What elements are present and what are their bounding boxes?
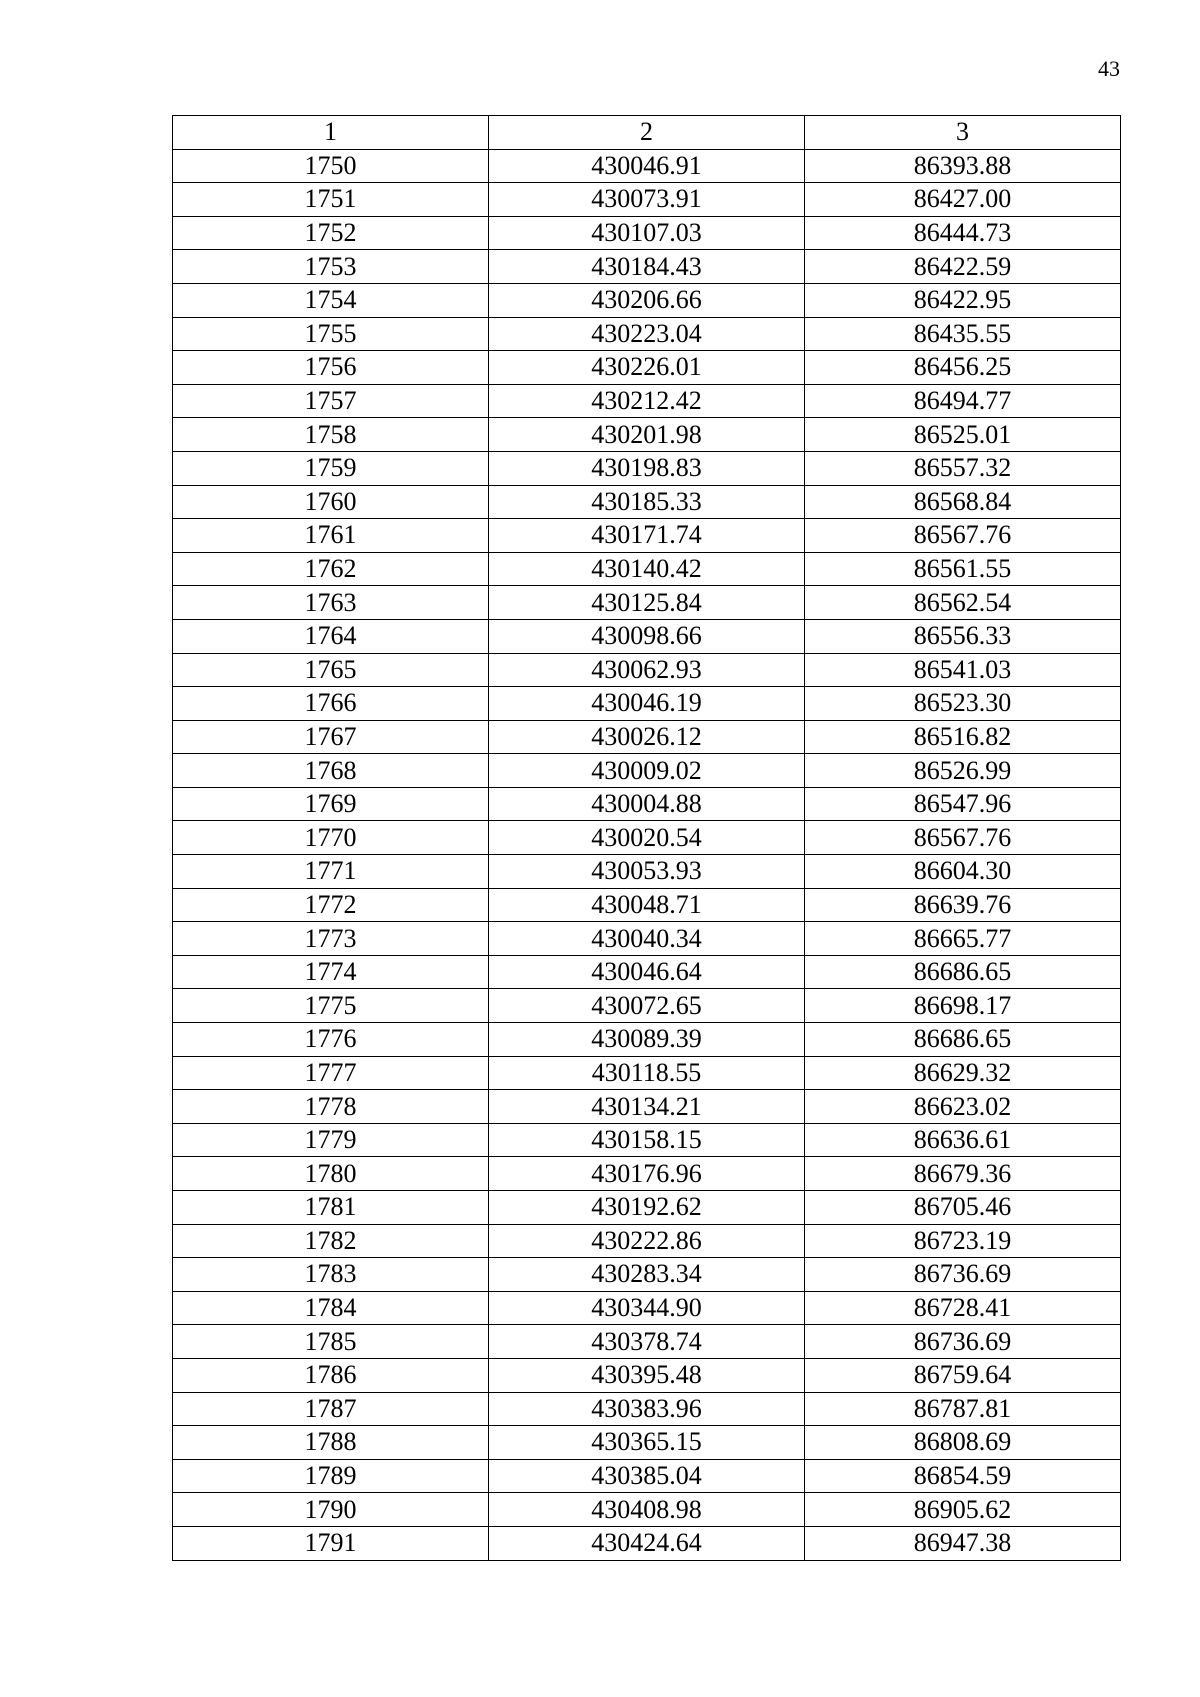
y-coordinate-cell: 86728.41 — [805, 1291, 1121, 1325]
x-coordinate-cell: 430046.19 — [489, 687, 805, 721]
table-row — [173, 183, 1121, 217]
table-row — [173, 1123, 1121, 1157]
table-row — [173, 1056, 1121, 1090]
y-coordinate-cell: 86723.19 — [805, 1224, 1121, 1258]
y-coordinate-cell: 86494.77 — [805, 384, 1121, 418]
table-row — [173, 821, 1121, 855]
point-number-cell: 1787 — [173, 1392, 489, 1426]
table-row — [173, 519, 1121, 553]
y-coordinate-cell: 86525.01 — [805, 418, 1121, 452]
y-coordinate-cell: 86665.77 — [805, 922, 1121, 956]
table-row — [173, 1157, 1121, 1191]
y-coordinate-cell: 86947.38 — [805, 1526, 1121, 1560]
point-number-cell: 1763 — [173, 586, 489, 620]
point-number-cell: 1765 — [173, 653, 489, 687]
table-row — [173, 1426, 1121, 1460]
table-row — [173, 754, 1121, 788]
table-row — [173, 586, 1121, 620]
table-row — [173, 485, 1121, 519]
x-coordinate-cell: 430385.04 — [489, 1459, 805, 1493]
table-row — [173, 552, 1121, 586]
x-coordinate-cell: 430004.88 — [489, 787, 805, 821]
y-coordinate-cell: 86547.96 — [805, 787, 1121, 821]
point-number-cell: 1758 — [173, 418, 489, 452]
point-number-cell: 1753 — [173, 250, 489, 284]
y-coordinate-cell: 86636.61 — [805, 1123, 1121, 1157]
table-row — [173, 1090, 1121, 1124]
table-body — [173, 116, 1121, 1561]
y-coordinate-cell: 86567.76 — [805, 821, 1121, 855]
table-row — [173, 1191, 1121, 1225]
point-number-cell: 1757 — [173, 384, 489, 418]
point-number-cell: 1770 — [173, 821, 489, 855]
x-coordinate-cell: 430184.43 — [489, 250, 805, 284]
header-row — [173, 116, 1121, 150]
x-coordinate-cell: 430048.71 — [489, 888, 805, 922]
x-coordinate-cell: 430072.65 — [489, 989, 805, 1023]
table-row — [173, 619, 1121, 653]
point-number-cell: 1783 — [173, 1258, 489, 1292]
page-number: 43 — [1098, 56, 1120, 81]
table-row — [173, 1258, 1121, 1292]
table-row — [173, 1224, 1121, 1258]
y-coordinate-cell: 86736.69 — [805, 1258, 1121, 1292]
y-coordinate-cell: 86526.99 — [805, 754, 1121, 788]
point-number-cell: 1756 — [173, 351, 489, 385]
point-number-cell: 1755 — [173, 317, 489, 351]
y-coordinate-cell: 86561.55 — [805, 552, 1121, 586]
x-coordinate-cell: 430040.34 — [489, 922, 805, 956]
point-number-cell: 1782 — [173, 1224, 489, 1258]
table-row — [173, 1526, 1121, 1560]
point-number-cell: 1791 — [173, 1526, 489, 1560]
y-coordinate-cell: 86623.02 — [805, 1090, 1121, 1124]
y-coordinate-cell: 86698.17 — [805, 989, 1121, 1023]
table-row — [173, 1493, 1121, 1527]
y-coordinate-cell: 86736.69 — [805, 1325, 1121, 1359]
y-coordinate-cell: 86456.25 — [805, 351, 1121, 385]
y-coordinate-cell: 86759.64 — [805, 1358, 1121, 1392]
table-row — [173, 855, 1121, 889]
point-number-cell: 1781 — [173, 1191, 489, 1225]
x-coordinate-cell: 430198.83 — [489, 451, 805, 485]
x-coordinate-cell: 430283.34 — [489, 1258, 805, 1292]
x-coordinate-cell: 430395.48 — [489, 1358, 805, 1392]
y-coordinate-cell: 86629.32 — [805, 1056, 1121, 1090]
point-number-cell: 1771 — [173, 855, 489, 889]
y-coordinate-cell: 86523.30 — [805, 687, 1121, 721]
y-coordinate-cell: 86854.59 — [805, 1459, 1121, 1493]
point-number-cell: 1759 — [173, 451, 489, 485]
table-row — [173, 888, 1121, 922]
x-coordinate-cell: 430125.84 — [489, 586, 805, 620]
column-header: 3 — [805, 116, 1121, 150]
table-row — [173, 1358, 1121, 1392]
x-coordinate-cell: 430212.42 — [489, 384, 805, 418]
table-row — [173, 283, 1121, 317]
x-coordinate-cell: 430201.98 — [489, 418, 805, 452]
y-coordinate-cell: 86686.65 — [805, 955, 1121, 989]
point-number-cell: 1769 — [173, 787, 489, 821]
point-number-cell: 1764 — [173, 619, 489, 653]
point-number-cell: 1750 — [173, 149, 489, 183]
x-coordinate-cell: 430206.66 — [489, 283, 805, 317]
column-header: 1 — [173, 116, 489, 150]
y-coordinate-cell: 86541.03 — [805, 653, 1121, 687]
point-number-cell: 1752 — [173, 216, 489, 250]
y-coordinate-cell: 86787.81 — [805, 1392, 1121, 1426]
x-coordinate-cell: 430140.42 — [489, 552, 805, 586]
point-number-cell: 1785 — [173, 1325, 489, 1359]
y-coordinate-cell: 86568.84 — [805, 485, 1121, 519]
y-coordinate-cell: 86422.95 — [805, 283, 1121, 317]
x-coordinate-cell: 430424.64 — [489, 1526, 805, 1560]
table-row — [173, 418, 1121, 452]
point-number-cell: 1761 — [173, 519, 489, 553]
x-coordinate-cell: 430053.93 — [489, 855, 805, 889]
y-coordinate-cell: 86686.65 — [805, 1023, 1121, 1057]
y-coordinate-cell: 86516.82 — [805, 720, 1121, 754]
x-coordinate-cell: 430226.01 — [489, 351, 805, 385]
y-coordinate-cell: 86905.62 — [805, 1493, 1121, 1527]
y-coordinate-cell: 86435.55 — [805, 317, 1121, 351]
point-number-cell: 1788 — [173, 1426, 489, 1460]
x-coordinate-cell: 430098.66 — [489, 619, 805, 653]
table-row — [173, 317, 1121, 351]
table-row — [173, 384, 1121, 418]
point-number-cell: 1789 — [173, 1459, 489, 1493]
y-coordinate-cell: 86444.73 — [805, 216, 1121, 250]
table-row — [173, 250, 1121, 284]
x-coordinate-cell: 430073.91 — [489, 183, 805, 217]
y-coordinate-cell: 86427.00 — [805, 183, 1121, 217]
point-number-cell: 1754 — [173, 283, 489, 317]
y-coordinate-cell: 86639.76 — [805, 888, 1121, 922]
x-coordinate-cell: 430378.74 — [489, 1325, 805, 1359]
point-number-cell: 1760 — [173, 485, 489, 519]
table-row — [173, 1023, 1121, 1057]
x-coordinate-cell: 430089.39 — [489, 1023, 805, 1057]
point-number-cell: 1767 — [173, 720, 489, 754]
table-row — [173, 653, 1121, 687]
coordinates-table — [172, 115, 1121, 1561]
x-coordinate-cell: 430026.12 — [489, 720, 805, 754]
y-coordinate-cell: 86604.30 — [805, 855, 1121, 889]
x-coordinate-cell: 430176.96 — [489, 1157, 805, 1191]
y-coordinate-cell: 86567.76 — [805, 519, 1121, 553]
x-coordinate-cell: 430158.15 — [489, 1123, 805, 1157]
x-coordinate-cell: 430171.74 — [489, 519, 805, 553]
point-number-cell: 1790 — [173, 1493, 489, 1527]
table-row — [173, 922, 1121, 956]
table-row — [173, 787, 1121, 821]
table-row — [173, 1392, 1121, 1426]
x-coordinate-cell: 430344.90 — [489, 1291, 805, 1325]
x-coordinate-cell: 430046.64 — [489, 955, 805, 989]
y-coordinate-cell: 86679.36 — [805, 1157, 1121, 1191]
x-coordinate-cell: 430020.54 — [489, 821, 805, 855]
point-number-cell: 1779 — [173, 1123, 489, 1157]
point-number-cell: 1773 — [173, 922, 489, 956]
point-number-cell: 1780 — [173, 1157, 489, 1191]
table-row — [173, 1459, 1121, 1493]
table-row — [173, 989, 1121, 1023]
x-coordinate-cell: 430009.02 — [489, 754, 805, 788]
table-row — [173, 720, 1121, 754]
x-coordinate-cell: 430107.03 — [489, 216, 805, 250]
x-coordinate-cell: 430222.86 — [489, 1224, 805, 1258]
point-number-cell: 1751 — [173, 183, 489, 217]
point-number-cell: 1766 — [173, 687, 489, 721]
point-number-cell: 1768 — [173, 754, 489, 788]
x-coordinate-cell: 430062.93 — [489, 653, 805, 687]
point-number-cell: 1777 — [173, 1056, 489, 1090]
x-coordinate-cell: 430134.21 — [489, 1090, 805, 1124]
y-coordinate-cell: 86393.88 — [805, 149, 1121, 183]
table-row — [173, 149, 1121, 183]
point-number-cell: 1786 — [173, 1358, 489, 1392]
table-row — [173, 955, 1121, 989]
y-coordinate-cell: 86562.54 — [805, 586, 1121, 620]
x-coordinate-cell: 430192.62 — [489, 1191, 805, 1225]
table-row — [173, 1325, 1121, 1359]
x-coordinate-cell: 430118.55 — [489, 1056, 805, 1090]
y-coordinate-cell: 86556.33 — [805, 619, 1121, 653]
point-number-cell: 1778 — [173, 1090, 489, 1124]
y-coordinate-cell: 86808.69 — [805, 1426, 1121, 1460]
table-row — [173, 687, 1121, 721]
x-coordinate-cell: 430383.96 — [489, 1392, 805, 1426]
table-row — [173, 1291, 1121, 1325]
y-coordinate-cell: 86422.59 — [805, 250, 1121, 284]
point-number-cell: 1776 — [173, 1023, 489, 1057]
x-coordinate-cell: 430223.04 — [489, 317, 805, 351]
column-header: 2 — [489, 116, 805, 150]
x-coordinate-cell: 430408.98 — [489, 1493, 805, 1527]
x-coordinate-cell: 430185.33 — [489, 485, 805, 519]
point-number-cell: 1772 — [173, 888, 489, 922]
point-number-cell: 1774 — [173, 955, 489, 989]
y-coordinate-cell: 86557.32 — [805, 451, 1121, 485]
table-row — [173, 351, 1121, 385]
y-coordinate-cell: 86705.46 — [805, 1191, 1121, 1225]
x-coordinate-cell: 430046.91 — [489, 149, 805, 183]
point-number-cell: 1775 — [173, 989, 489, 1023]
table-row — [173, 216, 1121, 250]
table-row — [173, 451, 1121, 485]
x-coordinate-cell: 430365.15 — [489, 1426, 805, 1460]
point-number-cell: 1762 — [173, 552, 489, 586]
point-number-cell: 1784 — [173, 1291, 489, 1325]
